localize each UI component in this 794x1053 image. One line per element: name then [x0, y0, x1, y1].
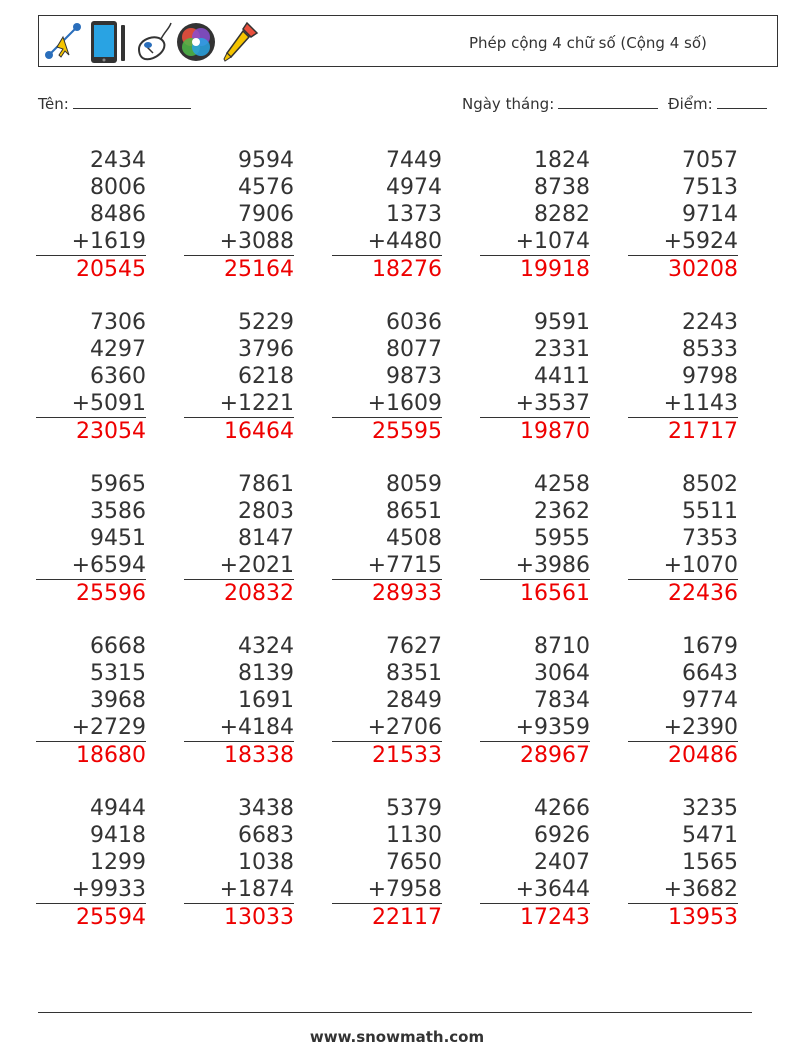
answer: 28967 — [520, 743, 590, 768]
addend-3: 2849 — [386, 688, 442, 713]
footer-url: www.snowmath.com — [309, 1028, 485, 1046]
addend-3: 7650 — [386, 850, 442, 875]
addend-1: 8502 — [682, 472, 738, 497]
addend-1: 1679 — [682, 634, 738, 659]
addend-3: 1299 — [90, 850, 146, 875]
addend-1: 8059 — [386, 472, 442, 497]
addend-3: 9714 — [682, 202, 738, 227]
addition-problem — [184, 471, 294, 607]
addend-1: 5965 — [90, 472, 146, 497]
addend-3: 1038 — [238, 850, 294, 875]
footer-divider — [38, 1012, 752, 1013]
addend-2: 6643 — [682, 661, 738, 686]
addend-3: 9798 — [682, 364, 738, 389]
addition-problem — [332, 471, 442, 607]
addend-1: 3235 — [682, 796, 738, 821]
addend-4: +3088 — [184, 228, 294, 256]
answer: 18338 — [224, 743, 294, 768]
addend-1: 7627 — [386, 634, 442, 659]
addition-problem — [36, 795, 146, 931]
addend-1: 7057 — [682, 148, 738, 173]
score-field — [668, 94, 767, 113]
answer: 23054 — [76, 419, 146, 444]
addend-1: 7861 — [238, 472, 294, 497]
addend-1: 4324 — [238, 634, 294, 659]
addend-1: 7306 — [90, 310, 146, 335]
eyedropper-icon — [219, 19, 261, 65]
addend-4: +2390 — [628, 714, 738, 742]
addend-2: 3796 — [238, 337, 294, 362]
addend-4: +1619 — [36, 228, 146, 256]
addend-2: 8651 — [386, 499, 442, 524]
addition-problem — [628, 795, 738, 931]
answer: 16561 — [520, 581, 590, 606]
worksheet-header — [38, 15, 778, 67]
addend-2: 5471 — [682, 823, 738, 848]
color-wheel-icon — [175, 19, 217, 65]
worksheet-title: Phép cộng 4 chữ số (Cộng 4 số) — [469, 34, 707, 52]
addition-problem — [480, 633, 590, 769]
addend-4: +3682 — [628, 876, 738, 904]
name-label: Tên: — [38, 95, 69, 113]
answer: 25164 — [224, 257, 294, 282]
addend-4: +5924 — [628, 228, 738, 256]
answer: 13953 — [668, 905, 738, 930]
addend-2: 8533 — [682, 337, 738, 362]
answer: 25595 — [372, 419, 442, 444]
addend-4: +9359 — [480, 714, 590, 742]
answer: 20832 — [224, 581, 294, 606]
addend-3: 7353 — [682, 526, 738, 551]
addend-1: 6668 — [90, 634, 146, 659]
addend-2: 2362 — [534, 499, 590, 524]
addend-3: 9873 — [386, 364, 442, 389]
addend-1: 9594 — [238, 148, 294, 173]
addend-2: 8139 — [238, 661, 294, 686]
addend-1: 7449 — [386, 148, 442, 173]
score-label: Điểm: — [668, 95, 713, 113]
addend-2: 5315 — [90, 661, 146, 686]
addend-2: 8006 — [90, 175, 146, 200]
addend-4: +4480 — [332, 228, 442, 256]
addend-2: 8351 — [386, 661, 442, 686]
addend-4: +2706 — [332, 714, 442, 742]
addend-3: 9774 — [682, 688, 738, 713]
addend-2: 8077 — [386, 337, 442, 362]
addend-3: 6218 — [238, 364, 294, 389]
name-blank[interactable] — [73, 94, 191, 109]
addend-3: 1691 — [238, 688, 294, 713]
addend-2: 4974 — [386, 175, 442, 200]
addition-problem — [36, 633, 146, 769]
score-blank[interactable] — [717, 94, 767, 109]
addend-3: 1565 — [682, 850, 738, 875]
answer: 18276 — [372, 257, 442, 282]
addend-1: 1824 — [534, 148, 590, 173]
addend-2: 5511 — [682, 499, 738, 524]
addend-3: 5955 — [534, 526, 590, 551]
addend-4: +1070 — [628, 552, 738, 580]
addend-2: 4576 — [238, 175, 294, 200]
answer: 25596 — [76, 581, 146, 606]
addition-problem — [628, 633, 738, 769]
answer: 20545 — [76, 257, 146, 282]
addition-problem — [480, 795, 590, 931]
addend-3: 1373 — [386, 202, 442, 227]
addend-2: 1130 — [386, 823, 442, 848]
mouse-icon — [131, 19, 173, 65]
addition-problem — [480, 309, 590, 445]
answer: 13033 — [224, 905, 294, 930]
answer: 21533 — [372, 743, 442, 768]
addend-3: 8486 — [90, 202, 146, 227]
answer: 18680 — [76, 743, 146, 768]
answer: 30208 — [668, 257, 738, 282]
addend-1: 2243 — [682, 310, 738, 335]
addend-3: 6360 — [90, 364, 146, 389]
addition-problem — [36, 471, 146, 607]
addend-2: 6926 — [534, 823, 590, 848]
addition-problem — [480, 147, 590, 283]
addend-4: +7715 — [332, 552, 442, 580]
addend-2: 3586 — [90, 499, 146, 524]
addition-problem — [36, 309, 146, 445]
header-icons — [43, 19, 261, 65]
addend-3: 8282 — [534, 202, 590, 227]
date-field — [462, 94, 658, 113]
addend-2: 3064 — [534, 661, 590, 686]
answer: 21717 — [668, 419, 738, 444]
addition-problem — [184, 795, 294, 931]
addend-2: 7513 — [682, 175, 738, 200]
answer: 16464 — [224, 419, 294, 444]
pen-tool-icon — [43, 19, 85, 65]
addend-4: +1221 — [184, 390, 294, 418]
addend-1: 5229 — [238, 310, 294, 335]
addend-1: 4944 — [90, 796, 146, 821]
addition-problem — [332, 309, 442, 445]
addend-1: 9591 — [534, 310, 590, 335]
addend-3: 2407 — [534, 850, 590, 875]
addend-2: 6683 — [238, 823, 294, 848]
addend-4: +9933 — [36, 876, 146, 904]
addend-4: +6594 — [36, 552, 146, 580]
addend-4: +7958 — [332, 876, 442, 904]
addend-4: +4184 — [184, 714, 294, 742]
addend-2: 2331 — [534, 337, 590, 362]
addend-1: 2434 — [90, 148, 146, 173]
answer: 19918 — [520, 257, 590, 282]
answer: 22117 — [372, 905, 442, 930]
addend-4: +2021 — [184, 552, 294, 580]
addend-2: 9418 — [90, 823, 146, 848]
addition-problem — [628, 147, 738, 283]
addend-3: 9451 — [90, 526, 146, 551]
addition-problem — [332, 795, 442, 931]
addend-3: 7834 — [534, 688, 590, 713]
answer: 28933 — [372, 581, 442, 606]
answer: 25594 — [76, 905, 146, 930]
date-blank[interactable] — [558, 94, 658, 109]
addition-problem — [628, 471, 738, 607]
date-label: Ngày tháng: — [462, 95, 555, 113]
addend-3: 7906 — [238, 202, 294, 227]
addend-1: 6036 — [386, 310, 442, 335]
answer: 22436 — [668, 581, 738, 606]
addend-4: +1143 — [628, 390, 738, 418]
addend-1: 5379 — [386, 796, 442, 821]
addition-problem — [184, 147, 294, 283]
addend-1: 4258 — [534, 472, 590, 497]
addition-problem — [628, 309, 738, 445]
addend-1: 4266 — [534, 796, 590, 821]
addend-2: 2803 — [238, 499, 294, 524]
addition-problem — [184, 633, 294, 769]
addend-4: +1874 — [184, 876, 294, 904]
addition-problem — [184, 309, 294, 445]
answer: 20486 — [668, 743, 738, 768]
addend-4: +1609 — [332, 390, 442, 418]
addend-1: 3438 — [238, 796, 294, 821]
addend-1: 8710 — [534, 634, 590, 659]
addend-4: +2729 — [36, 714, 146, 742]
addend-3: 4508 — [386, 526, 442, 551]
addition-problem — [36, 147, 146, 283]
addend-4: +3644 — [480, 876, 590, 904]
name-field — [38, 94, 191, 113]
addend-3: 4411 — [534, 364, 590, 389]
addend-3: 3968 — [90, 688, 146, 713]
addend-4: +1074 — [480, 228, 590, 256]
addition-problem — [332, 147, 442, 283]
addend-2: 4297 — [90, 337, 146, 362]
addend-2: 8738 — [534, 175, 590, 200]
tablet-icon — [87, 19, 129, 65]
addend-4: +5091 — [36, 390, 146, 418]
addend-4: +3537 — [480, 390, 590, 418]
addend-3: 8147 — [238, 526, 294, 551]
addition-problem — [332, 633, 442, 769]
addend-4: +3986 — [480, 552, 590, 580]
answer: 17243 — [520, 905, 590, 930]
answer: 19870 — [520, 419, 590, 444]
addition-problem — [480, 471, 590, 607]
